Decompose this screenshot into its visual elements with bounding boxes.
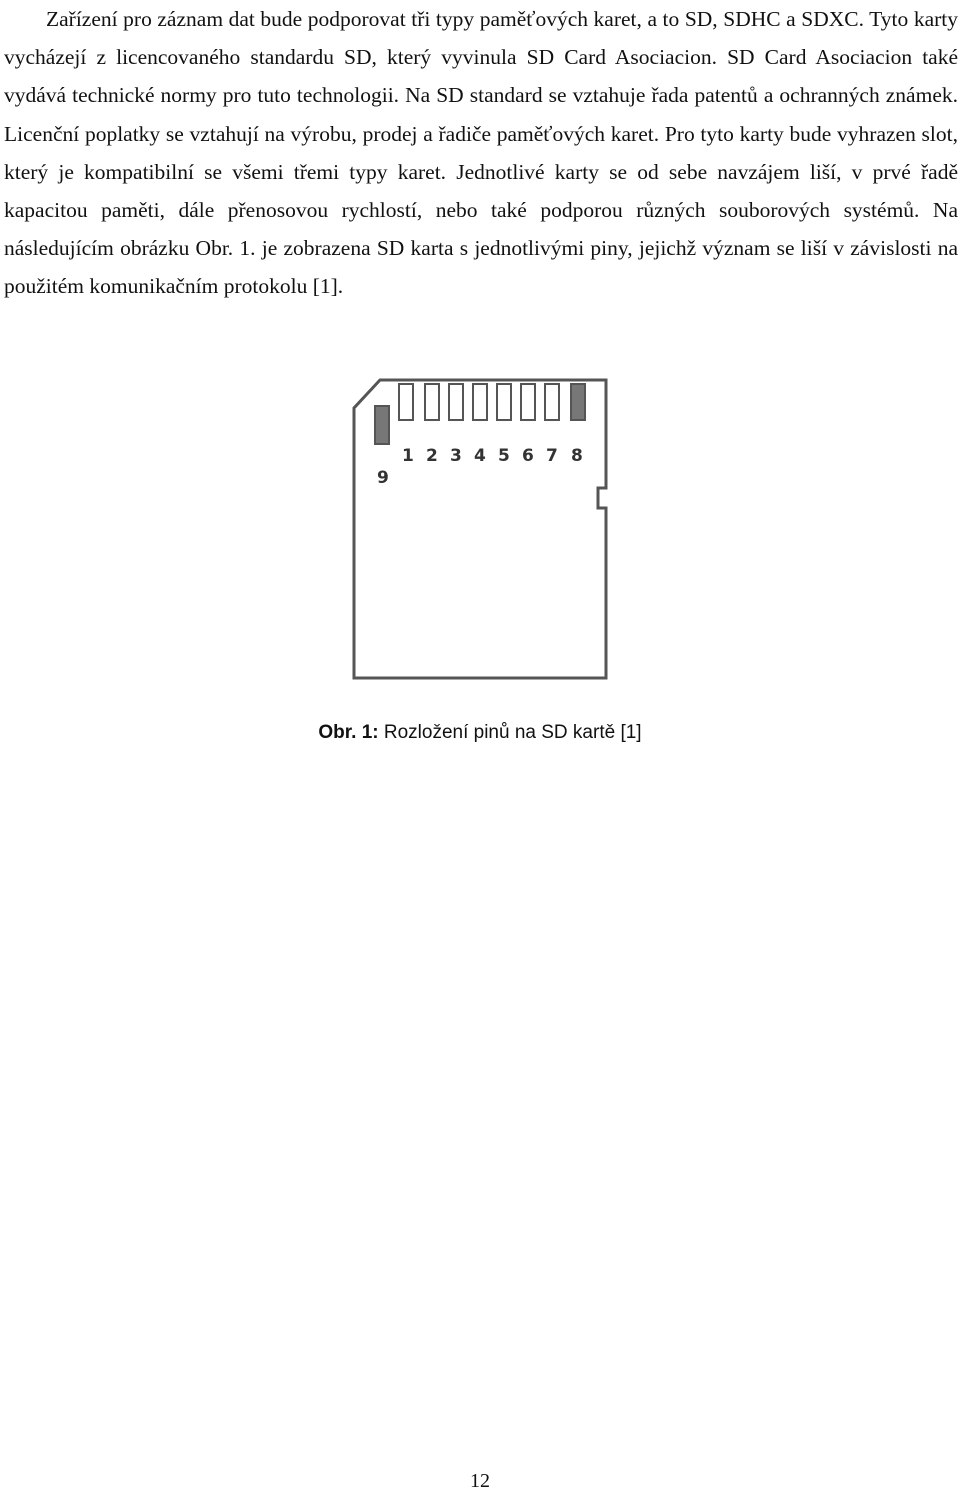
- sd-card-figure: [340, 366, 620, 686]
- body-paragraph: Zařízení pro záznam dat bude podporovat tři typy paměťových karet, a to SD, SDHC a SDXC. Tyto karty vycházejí z licencovaného standardu SD, který vyvinula SD Card Asociacion. SD Card Asociacion také vydává technické normy pro tuto technologii. Na SD standard se vztahuje řada patentů a ochranných známek. Licenční poplatky se vztahují na výrobu, prodej a řadiče paměťových karet. Pro tyto karty bude vyhrazen slot, který je kompatibilní se všemi třemi typy karet. Jednotlivé karty se od sebe navzájem liší, v prvé řadě kapacitou paměti, dále přenosovou rychlostí, nebo také podporou různých souborových systémů. Na následujícím obrázku Obr. 1. je zobrazena SD karta s jednotlivými piny, jejichž význam se liší v závislosti na použitém komunikačním protokolu [1].: [4, 7, 958, 299]
- pin-label-5: 5: [498, 446, 510, 466]
- pin-2-contact: [425, 384, 439, 420]
- pin-6-contact: [521, 384, 535, 420]
- pin-1-contact: [399, 384, 413, 420]
- pin-5-contact: [497, 384, 511, 420]
- pin-label-3: 3: [450, 446, 462, 466]
- pin-8-contact: [571, 384, 585, 420]
- sd-card-diagram: [340, 366, 620, 686]
- figure-caption: [0, 722, 960, 744]
- caption-label: Obr. 1:: [318, 722, 379, 743]
- pin-label-1: 1: [402, 446, 414, 466]
- pin-9-contact: [375, 406, 389, 444]
- pin-3-contact: [449, 384, 463, 420]
- pin-label-9: 9: [377, 468, 389, 488]
- pin-label-7: 7: [546, 446, 558, 466]
- pin-label-2: 2: [426, 446, 438, 466]
- pin-7-contact: [545, 384, 559, 420]
- pin-label-6: 6: [522, 446, 534, 466]
- pin-label-8: 8: [571, 446, 583, 466]
- page-number: 12: [470, 1470, 490, 1492]
- pin-label-4: 4: [474, 446, 486, 466]
- sd-card-outline: [354, 380, 606, 678]
- pin-4-contact: [473, 384, 487, 420]
- caption-text: Rozložení pinů na SD kartě [1]: [378, 722, 642, 743]
